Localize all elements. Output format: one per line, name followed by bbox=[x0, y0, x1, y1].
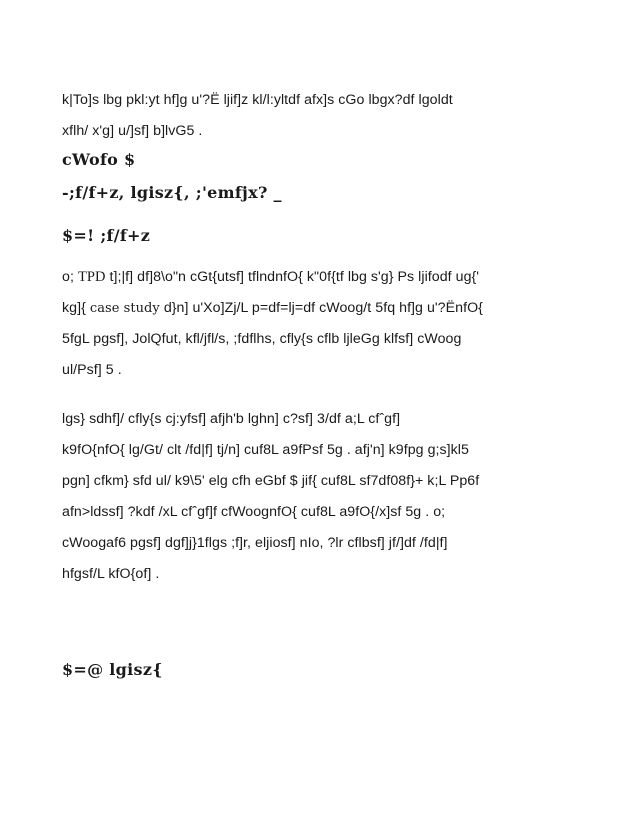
case-study-term: case study bbox=[89, 301, 160, 316]
summary-paragraph bbox=[62, 262, 582, 386]
chapter-heading: cWofo $ bbox=[62, 150, 136, 169]
summary-line-4: ul/Psf] 5 . bbox=[62, 362, 122, 378]
section-heading-summary: $=! ;f/f+z bbox=[62, 226, 151, 245]
summary-line-2 bbox=[62, 293, 582, 324]
summary-line-3: 5fgL pgsf], JolQfut, kfl/jfl/s, ;fdflhs, cfly{s cflb ljleGg klfsf] cWoog bbox=[62, 331, 462, 347]
summary-line-1-post: t];|f] df]8\o"n cGt{utsf] tflndnfO{ k"0f{tf lbg s'g} Ps ljifodf ug{' bbox=[105, 269, 480, 285]
summary-line-2-post: d}n] u'Xo]Zj/L p=df=lj=df cWoog/t 5fq hf]g u'?ËnfO{ bbox=[159, 300, 483, 316]
summary-line-1-pre: o; bbox=[62, 269, 78, 285]
detail-line-3: pgn] cfkm} sfd ul/ k9\5' elg cfh eGbf $ jif{ cuf8L sf7df08f}+ k;L Pp6f bbox=[62, 473, 480, 489]
section-heading-conclusion: $=@ lgisz{ bbox=[62, 660, 163, 679]
intro-paragraph bbox=[62, 85, 582, 147]
intro-line-2: xflh/ x'g] u/]sf] b]lvG5 . bbox=[62, 123, 203, 139]
summary-line-1 bbox=[62, 262, 582, 293]
detail-line-4: afn>ldssf] ?kdf /xL cfˆgf]f cfWoognfO{ cuf8L a9fO{/x]sf 5g . o; bbox=[62, 504, 446, 520]
tpd-term: TPD bbox=[77, 269, 106, 285]
intro-line-1: k|To]s lbg pkl:yt hf]g u'?Ë ljif]z kl/l:yltdf afx]s cGo lbgx?df lgoldt bbox=[62, 92, 453, 108]
summary-line-2-pre: kg]{ bbox=[62, 300, 90, 316]
detail-line-1: lgs} sdhf]/ cfly{s cj:yfsf] afjh'b lghn] c?sf] 3/df a;L cfˆgf] bbox=[62, 411, 401, 427]
detail-paragraph bbox=[62, 404, 582, 590]
chapter-subheading: -;f/f+z, lgisz{, ;'emfjx? _ bbox=[62, 183, 282, 202]
detail-line-2: k9fO{nfO{ lg/Gt/ clt /fd|f] tj/n] cuf8L a9fPsf 5g . afj'n] k9fpg g;s]kl5 bbox=[62, 442, 469, 458]
detail-line-6: hfgsf/L kfO{of] . bbox=[62, 566, 160, 582]
detail-line-5: cWoogaf6 pgsf] dgf]j}1flgs ;f]r, eljiosf] nIo, ?lr cflbsf] jf/]df /fd|f] bbox=[62, 535, 448, 551]
